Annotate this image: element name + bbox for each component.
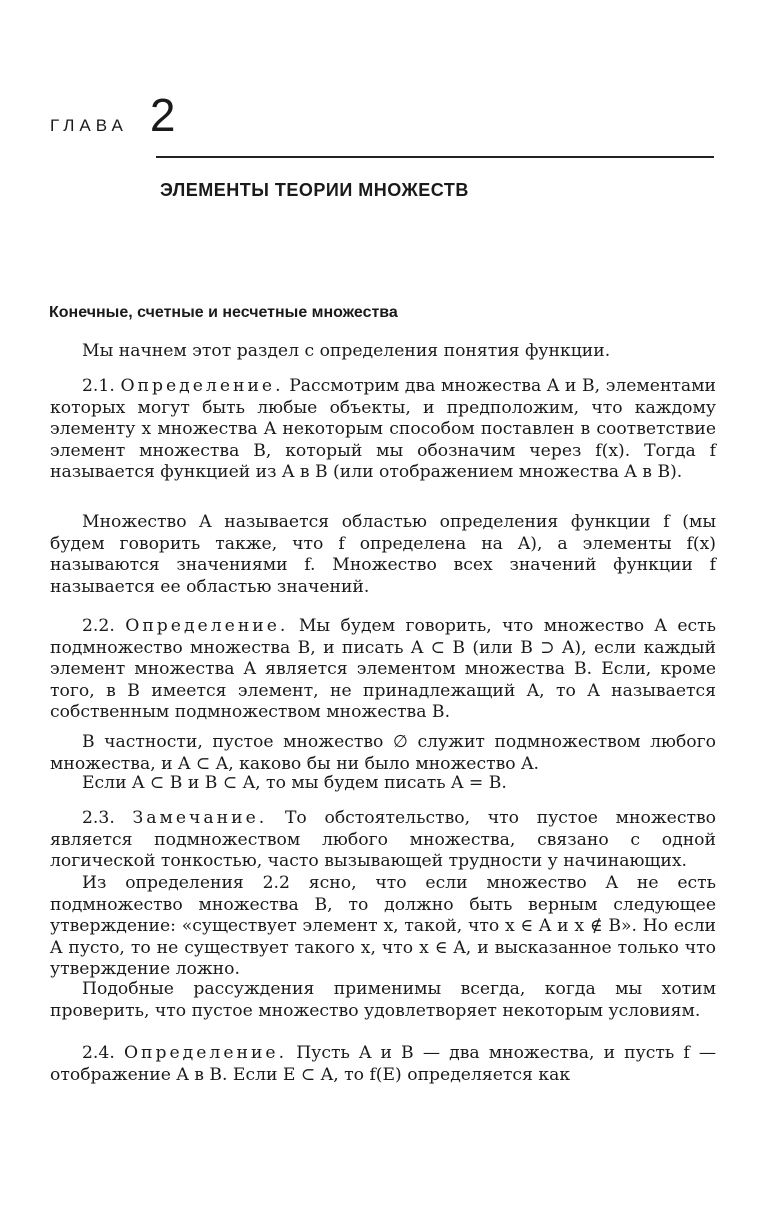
definition-2-4 <box>50 1043 716 1086</box>
paragraph-text: Если A ⊂ B и B ⊂ A, то мы будем писать A = B. <box>82 773 507 793</box>
item-label: Замечание. <box>132 808 268 828</box>
item-number: 2.1. <box>82 376 115 396</box>
paragraph-text: Мы начнем этот раздел с определения понятия функции. <box>82 341 611 361</box>
item-number: 2.3. <box>82 808 115 828</box>
item-label: Определение. <box>120 376 284 396</box>
remark-2-3-explanation <box>50 873 716 981</box>
paragraph-text: Из определения 2.2 ясно, что если множество A не есть подмножество множества B, то должно быть верным следующее утверждение: «существует элемент x, такой, что x ∈ A и x ∉ B». Но если A пусто, то не существует такого x, что x ∈ A, и высказанное только что утверждение ложно. <box>50 873 716 979</box>
paragraph-text: Множество A называется областью определения функции f (мы будем говорить также, что f определена на A), а элементы f(x) называются значениями f. Множество всех значений функции f называется ее областью значений. <box>50 512 716 597</box>
item-label: Определение. <box>125 616 289 636</box>
item-number: 2.2. <box>82 616 115 636</box>
chapter-divider <box>156 156 714 158</box>
paragraph-text: То обстоятельство, что пустое множество является подмножеством любого множества, связано с одной логической тонкостью, часто вызывающей трудности у начинающих. <box>50 808 716 871</box>
intro-paragraph <box>50 341 716 363</box>
chapter-title: ЭЛЕМЕНТЫ ТЕОРИИ МНОЖЕСТВ <box>160 180 469 200</box>
paragraph-text: Подобные рассуждения применимы всегда, когда мы хотим проверить, что пустое множество удовлетворяет некоторым условиям. <box>50 979 716 1021</box>
remark-2-3-conclusion <box>50 979 716 1022</box>
chapter-word: ГЛАВА <box>50 116 128 135</box>
paragraph-text: Мы будем говорить, что множество A есть подмножество множества B, и писать A ⊂ B (или B ⊃ A), если каждый элемент множества A является элементом множества B. Если, кроме того, в B имеется элемент, не принадлежащий A, то A называется собственным подмножеством множества B. <box>50 616 717 722</box>
paragraph-text: Рассмотрим два множества A и B, элементами которых могут быть любые объекты, и предположим, что каждому элементу x множества A некоторым способом поставлен в соответствие элемент множества B, который мы обозначим через f(x). Тогда f называется функцией из A в B (или отображением множества A в B). <box>50 376 716 482</box>
paragraph-text: Пусть A и B — два множества, и пусть f — отображение A в B. Если E ⊂ A, то f(E) определяется как <box>50 1043 717 1085</box>
definition-2-2-equality <box>50 773 716 795</box>
item-label: Определение. <box>123 1043 288 1063</box>
definition-2-2-empty-set <box>50 732 716 775</box>
chapter-number: 2 <box>149 89 176 141</box>
definition-2-2 <box>50 616 716 724</box>
chapter-heading <box>50 89 176 141</box>
remark-2-3 <box>50 808 716 873</box>
definition-2-1-continued <box>50 512 716 598</box>
definition-2-1 <box>50 376 716 484</box>
item-number: 2.4. <box>82 1043 115 1063</box>
section-title: Конечные, счетные и несчетные множества <box>49 304 398 321</box>
paragraph-text: В частности, пустое множество ∅ служит подмножеством любого множества, и A ⊂ A, каково бы ни было множество A. <box>50 732 716 774</box>
